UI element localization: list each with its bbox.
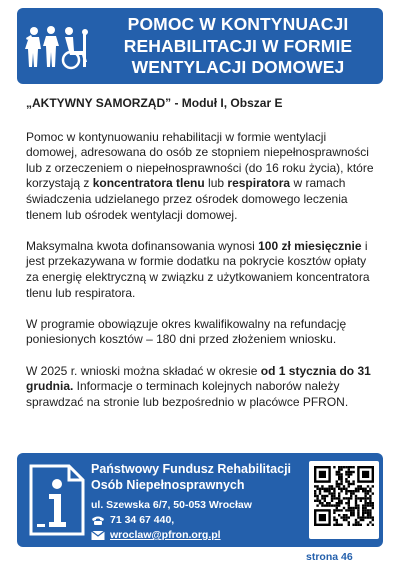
qr-code[interactable] <box>309 461 379 539</box>
phone-icon <box>91 515 105 526</box>
org-name-line2: Osób Niepełnosprawnych <box>91 478 245 492</box>
emphasis-text: respiratora <box>227 176 291 191</box>
info-icon <box>25 462 87 538</box>
emphasis-text: 100 zł miesięcznie <box>258 238 362 253</box>
paragraph-3 <box>26 317 378 348</box>
body-text: Pomoc w kontynuowaniu rehabilitacji w formie wentylacji domowej, adresowana do osób ze stopniem niepełnosprawności lub z orzeczeniem o niepełnosprawności (do 16 roku życia), które korzystają z <box>26 129 374 191</box>
paragraph-2 <box>26 239 378 301</box>
paragraph-4 <box>26 364 378 411</box>
body-text: lub <box>204 176 228 191</box>
header-banner <box>17 8 383 84</box>
page-number: strona 46 <box>306 551 353 563</box>
body-text: W 2025 r. wnioski można składać w okresie <box>26 363 261 378</box>
email-row <box>91 529 221 541</box>
phone-row <box>91 514 174 526</box>
body-text: i jest przekazywana w formie dodatku na pokrycie kosztów opłaty za energię elektryczną w związku z użytkowaniem koncentratora tlenu lub respiratora. <box>26 238 370 300</box>
main-content <box>26 96 378 426</box>
page-title: POMOC W KONTYNUACJI REHABILITACJI W FORMIE WENTYLACJI DOMOWEJ <box>123 14 353 77</box>
org-name-line1: Państwowy Fundusz Rehabilitacji <box>91 462 292 476</box>
body-text: Maksymalna kwota dofinansowania wynosi <box>26 238 259 253</box>
emphasis-text: koncentratora tlenu <box>92 176 205 191</box>
emphasis-text: od 1 stycznia do 31 grudnia. <box>26 363 371 394</box>
email-link[interactable]: wroclaw@pfron.org.pl <box>110 529 221 541</box>
body-text: Informacje o terminach kolejnych naborów należy sprawdzać na stronie lub bezpośrednio w placówce PFRON. <box>26 379 349 409</box>
paragraph-1 <box>26 130 378 224</box>
subtitle: „AKTYWNY SAMORZĄD” - Moduł I, Obszar E <box>26 96 283 110</box>
address: ul. Szewska 6/7, 50-053 Wrocław <box>91 499 252 511</box>
people-disability-icon <box>25 24 91 70</box>
body-text: w ramach świadczenia udzielanego przez ośrodek domowego leczenia tlenem lub ośrodek wentylacji domowej. <box>26 176 348 222</box>
contact-footer <box>17 453 383 547</box>
phone-number[interactable]: 71 34 67 440, <box>110 514 175 526</box>
mail-icon <box>91 530 105 541</box>
body-text: W programie obowiązuje okres kwalifikowalny na refundację poniesionych kosztów – 180 dni przed złożeniem wniosku. <box>26 316 347 347</box>
